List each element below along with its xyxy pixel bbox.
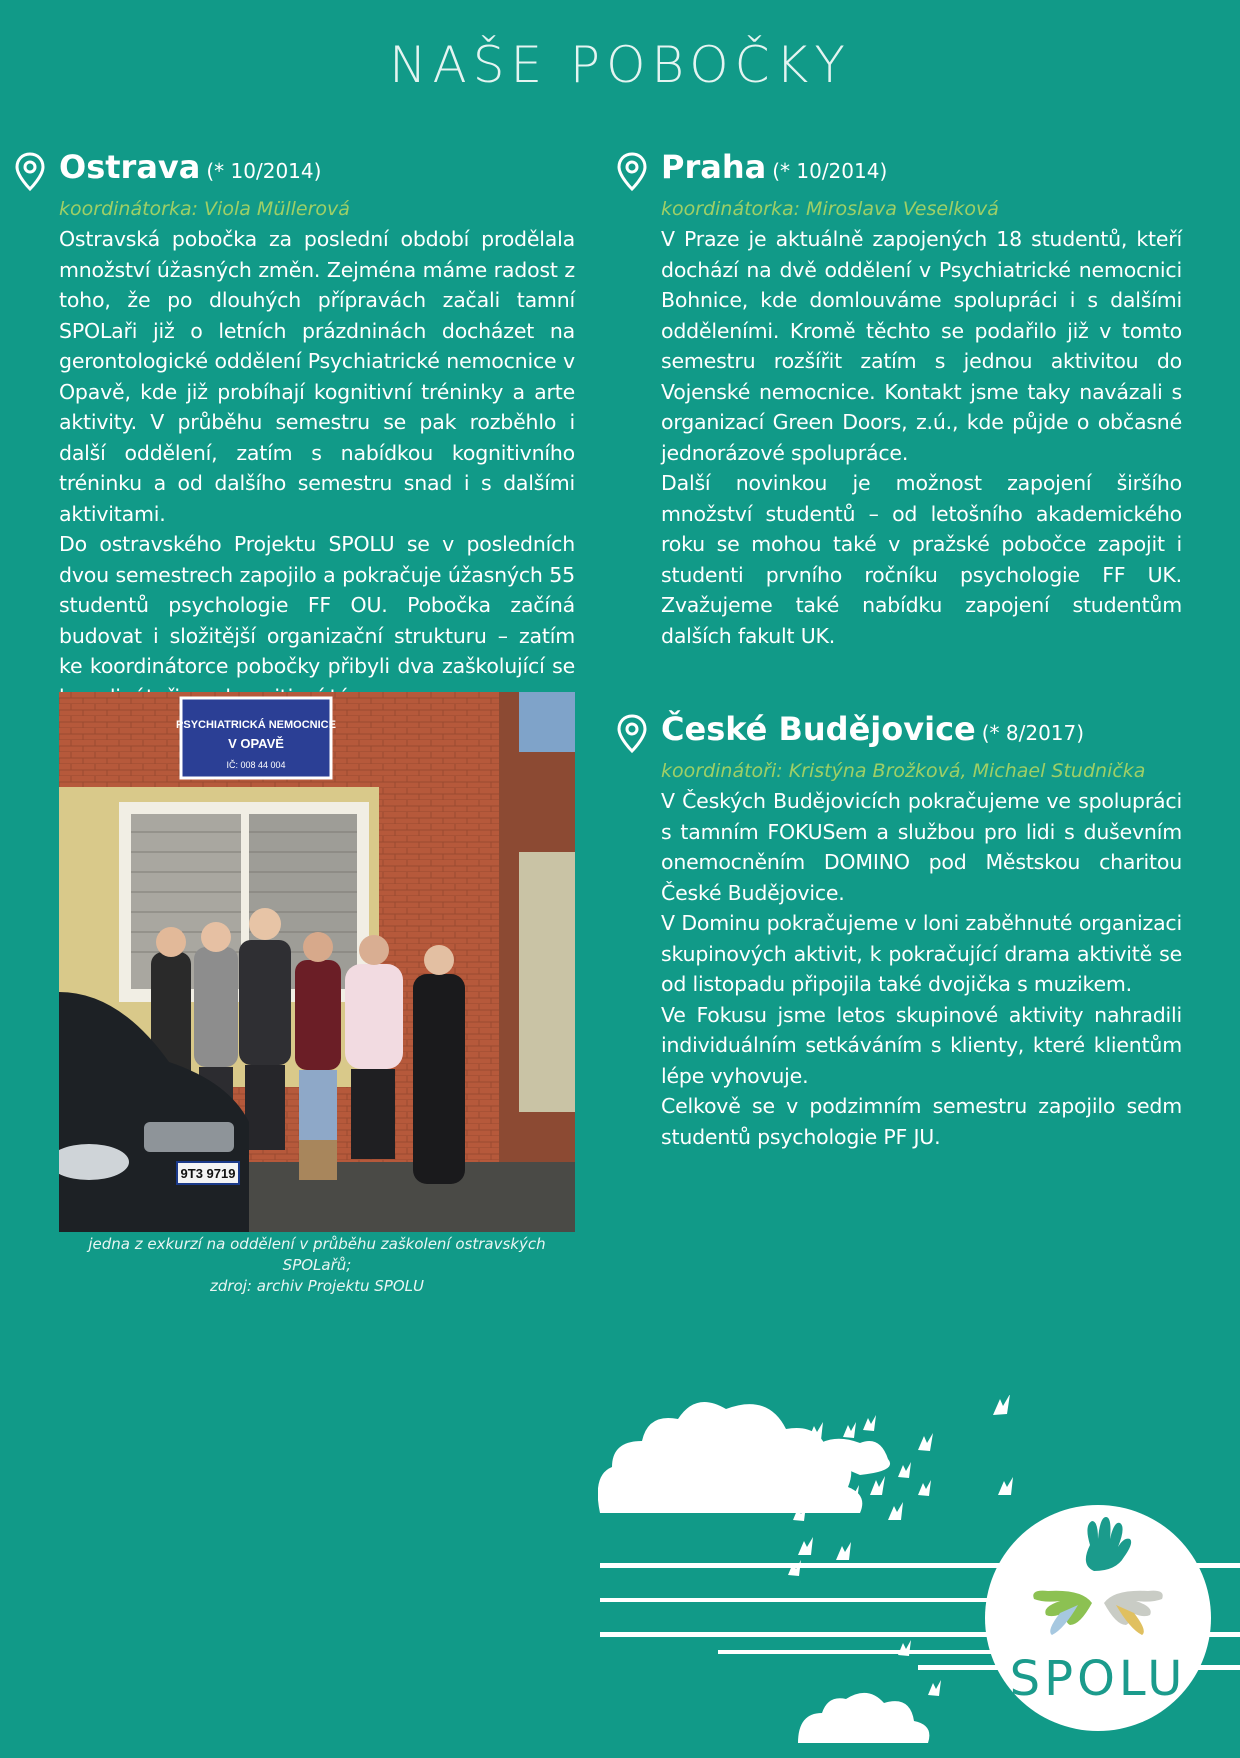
spolu-logo (985, 1505, 1211, 1731)
paragraph: Celkově se v podzimním semestru zapojilo sedm studentů psychologie PF JU. (661, 1094, 1182, 1149)
photo-excursion (59, 692, 575, 1232)
sign-text: V OPAVĚ (228, 736, 284, 751)
branch-founded: (* 10/2014) (206, 159, 322, 183)
paragraph: Do ostravského Projektu SPOLU se v posledních dvou semestrech zapojilo a pokračuje úžasných 55 studentů psychologie FF OU. Pobočka začíná budovat i složitější organizační strukturu – zatím ke koordinátorce pobočky přibyli dva zaškolující se (59, 532, 575, 678)
cloud-icon (798, 1693, 929, 1743)
paragraph: V Praze je aktuálně zapojených 18 studentů, kteří dochází na dvě oddělení v Psychiatrické nemocnici Bohnice, kde domlouváme spolupráci i s dalšími odděleními. Kromě těchto se podařilo již v tomto semestru rozšířit zatím s jednou aktivitou do Vojenské nemocnice. Kontakt jsme taky navázali s organizací Green Doors, z.ú., kde půjde o občasné jednorázové spolupráce. (661, 227, 1182, 465)
sign-text: PSYCHIATRICKÁ NEMOCNICE (176, 719, 336, 731)
paragraph: V Českých Budějovicích pokračujeme ve spolupráci s tamním FOKUSem a službou pro lidi s duševním onemocněním DOMINO pod Městskou charitou České Budějovice. (661, 789, 1182, 905)
location-pin-icon (617, 714, 647, 754)
sign-text: IČ: 008 44 004 (226, 760, 286, 770)
branch-text (661, 786, 1182, 1152)
branch-text (59, 224, 575, 712)
branch-city: Ostrava (59, 148, 201, 186)
paragraph: Ostravská pobočka za poslední období prodělala množství úžasných změn. Zejména máme radost z toho, že po dlouhých přípravách začali tamní SPOLaři již o letních prázdninách docházet na gerontologické oddělení Psychiatrické nemocnice v Opavě, kde již probíhají kognitivní tréninky a arte aktivity. V průběhu semestru se pak rozběhlo i další oddělení, zatím s nabídkou kognitivního tréninku a od dalšího semestru snad i s dalšími aktivitami. (59, 227, 575, 526)
branch-praha (617, 148, 1182, 651)
caption-line: jedna z exkurzí na oddělení v průběhu zaškolení ostravských SPOLařů; (88, 1235, 546, 1274)
location-pin-icon (617, 152, 647, 192)
branch-heading (617, 148, 1182, 192)
branch-coordinator: koordinátorka: Viola Müllerová (59, 198, 350, 220)
branch-founded: (* 10/2014) (772, 159, 888, 183)
paragraph: V Dominu pokračujeme v loni zaběhnuté organizaci skupinových aktivit, k pokračující drama aktivitě se od listopadu připojila také dvojička s muzikem. (661, 911, 1182, 996)
branch-city: Praha (661, 148, 767, 186)
decoration-clouds-birds (598, 1395, 1240, 1754)
caption-line: zdroj: archiv Projektu SPOLU (210, 1277, 424, 1295)
branch-coordinator: koordinátorka: Miroslava Veselková (661, 198, 999, 220)
branch-city: České Budějovice (661, 710, 976, 748)
location-pin-icon (15, 152, 45, 192)
paragraph: Další novinkou je možnost zapojení širšího množství studentů – od letošního akademického roku se mohou také v pražské pobočce zapojit i studenti prvního ročníku psychologie FF UK. Zvažujeme také nabídku zapojení studentům dalších fakult UK. (661, 471, 1182, 648)
logo-text: SPOLU (1009, 1651, 1187, 1707)
photo-caption (59, 1234, 575, 1297)
branch-coordinator: koordinátoři: Kristýna Brožková, Michael Studnička (661, 760, 1146, 782)
car-plate: 9T3 9719 (180, 1166, 236, 1181)
branch-heading (617, 710, 1182, 754)
page-title: NAŠE POBOČKY (389, 36, 851, 94)
paragraph: Ve Fokusu jsme letos skupinové aktivity nahradili individuálním setkáváním s klienty, které klientům lépe vyhovuje. (661, 1002, 1182, 1088)
cloud-icon (598, 1402, 890, 1513)
branch-ostrava (15, 148, 575, 712)
branch-founded: (* 8/2017) (981, 721, 1085, 745)
branch-text (661, 224, 1182, 651)
branch-heading (15, 148, 575, 192)
branch-ceske-budejovice (617, 710, 1182, 1152)
